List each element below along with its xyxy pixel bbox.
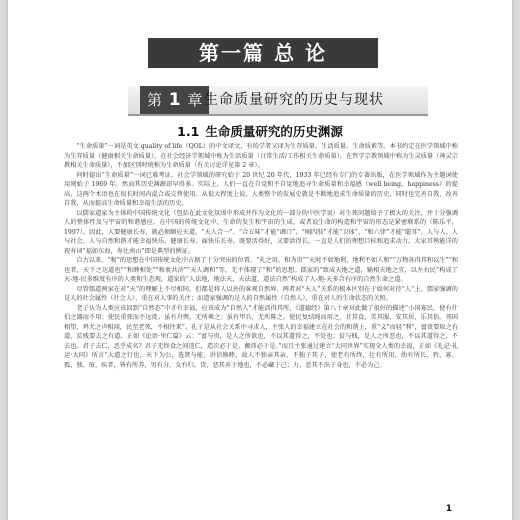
- chapter-number: 1: [168, 90, 181, 110]
- chapter-suffix: 章: [187, 91, 203, 109]
- body-text: [64, 142, 458, 370]
- paragraph: 自古以来，“和”的思想在中国传统文化中占据了十分突出的位置。“礼之用，和为贵”“天时不如地利，地利不如人和”“万物各得其和以生”“和也者，天下之达道也”“和睦相处”“和衷共济”“天人调和”等，无不体现了“和”的思想。儒家的“致成天地之道，辅相天地之宜，以左右民”构成了天-地-民多维度有序的人类和生态观。道家的“人法地，地法天，天法道，道法自然”构成了人-地-天多合有序的自然生命之道。: [64, 257, 458, 283]
- section-number: 1.1: [177, 124, 200, 139]
- paragraph: 何时提出“生命质量”一词已难考证。社会学领域的研究始于 20 世纪 20 年代，1933 年已经有专门的专著出版，在医学领域作为主题词使用则始于 1969 年。然而其历史渊源却早得多。实际上，人们一直在自觉和不自觉地追寻生命质量和幸福感（well being，happiness）的提高，这两个术语也在很长时间内混合或交替使用。从很大程度上说，人类整个的发展史就是不断地追求生命质量的历史，同时也完善自我、改善自我，从而提高生命质量和幸福生活的历史。: [64, 171, 458, 207]
- chapter-prefix: 第: [147, 91, 163, 109]
- paragraph: 尽管儒道两家在对“天”的理解上不尽相同，但都是将人以外的客观自然界、两者对“天人”关系的根本区别在于如何对待“人”上。儒家强调的是人的社会属性（社会人），重在对人事的关注；而道家强调的是人的自然属性（自然人），重在对人的生命状态的关照。: [64, 285, 458, 302]
- part-title: 第一篇 总 论: [148, 38, 378, 68]
- page-number: 1: [445, 504, 452, 514]
- book-page: [8, 0, 512, 520]
- chapter-number-box: [140, 86, 209, 114]
- chapter-title: 生命质量研究的历史与现状: [204, 92, 384, 108]
- section-title: 生命质量研究的历史渊源: [205, 124, 343, 139]
- section-heading: [8, 122, 512, 140]
- paragraph: 老子认为人类应该回到“自然态”中才有幸福，应该成为“自然人”才能活得其所，《道德经》第八十章对此做了很好的描述“小国寡民。使有什伯之器而不用；使民重死而不远徙。虽有舟舆，无所乘之；虽有甲兵，无所陈之。使民复结绳而用之。甘其食，美其服，安其居，乐其俗。邻国相望，鸡犬之声相闻，民至老死，不相往来”。孔子是从社会关系中寻求人，主张人的幸福建立在社会的和谐上，重“义”而轻“利”，富贵要取之有道，贫贱要去之有道。正如《论语·里仁篇》云：“富与贵，是人之所欲也，不以其道得之，不处也；贫与贱，是人之所恶也，不以其道得之，不去也。君子去仁，恶乎成名？君子无终食之间违仁，造次必于是，颠沛必于是。”而且主张通过建立“大同世界”实现全人类的幸福，正如《礼记·礼运·大同》所言“大道之行也，天下为公，选贤与能，讲信修睦，故人不独亲其亲，不独子其子，使老有所终，壮有所用，幼有所长，矜、寡、孤、独、废、疾者，皆有所养，男有分，女有归。货，恶其弃于地也，不必藏于己；力，恶其不出于身也，不必为己。: [64, 304, 458, 369]
- paragraph: “生命质量”一词是英文 quality of life（QOL）的中文译文，有的学者又译为生存质量、生活质量、生命质素等。本书约定在医学领域中称为生存质量（健康相关生命质量），在社会经济学领域中称为生活质量（日常生活/工作相关生命质量），在哲学宗教领域中称为生灵质量（神灵宗教相关生命质量），不加区别时统称为生命质量（有关讨论详见第 2 章）。: [64, 143, 458, 169]
- paragraph: 以儒家道家为主体的中国传统文化（包括在此文化氛围中形成并作为文化的一部分的中医学说）对生死问题给予了极大的关注，并十分强调人的整体性及与宇宙的和谐感应。在中国的传统文化中，生命的发生和宇宙的生成，或者说生命的构造和宇宙的形态是紧密联系的（陈乐平，1997）。因此，人要健康长寿、就必须顺应天道，“天人合一”、“合五味”才能“调口”、“刚四肢”才能“卫体”、“和六律”才能“聪耳”。人与人、人与社会、人与自然和谐才能幸福快乐、健康长寿。面快乐长寿，既要活得好，又要活得长，一直是人们的理想目标和追求动力。大家耳熟能详的祝寿词“福如东海，寿比南山”即是典型的例证。: [64, 209, 458, 255]
